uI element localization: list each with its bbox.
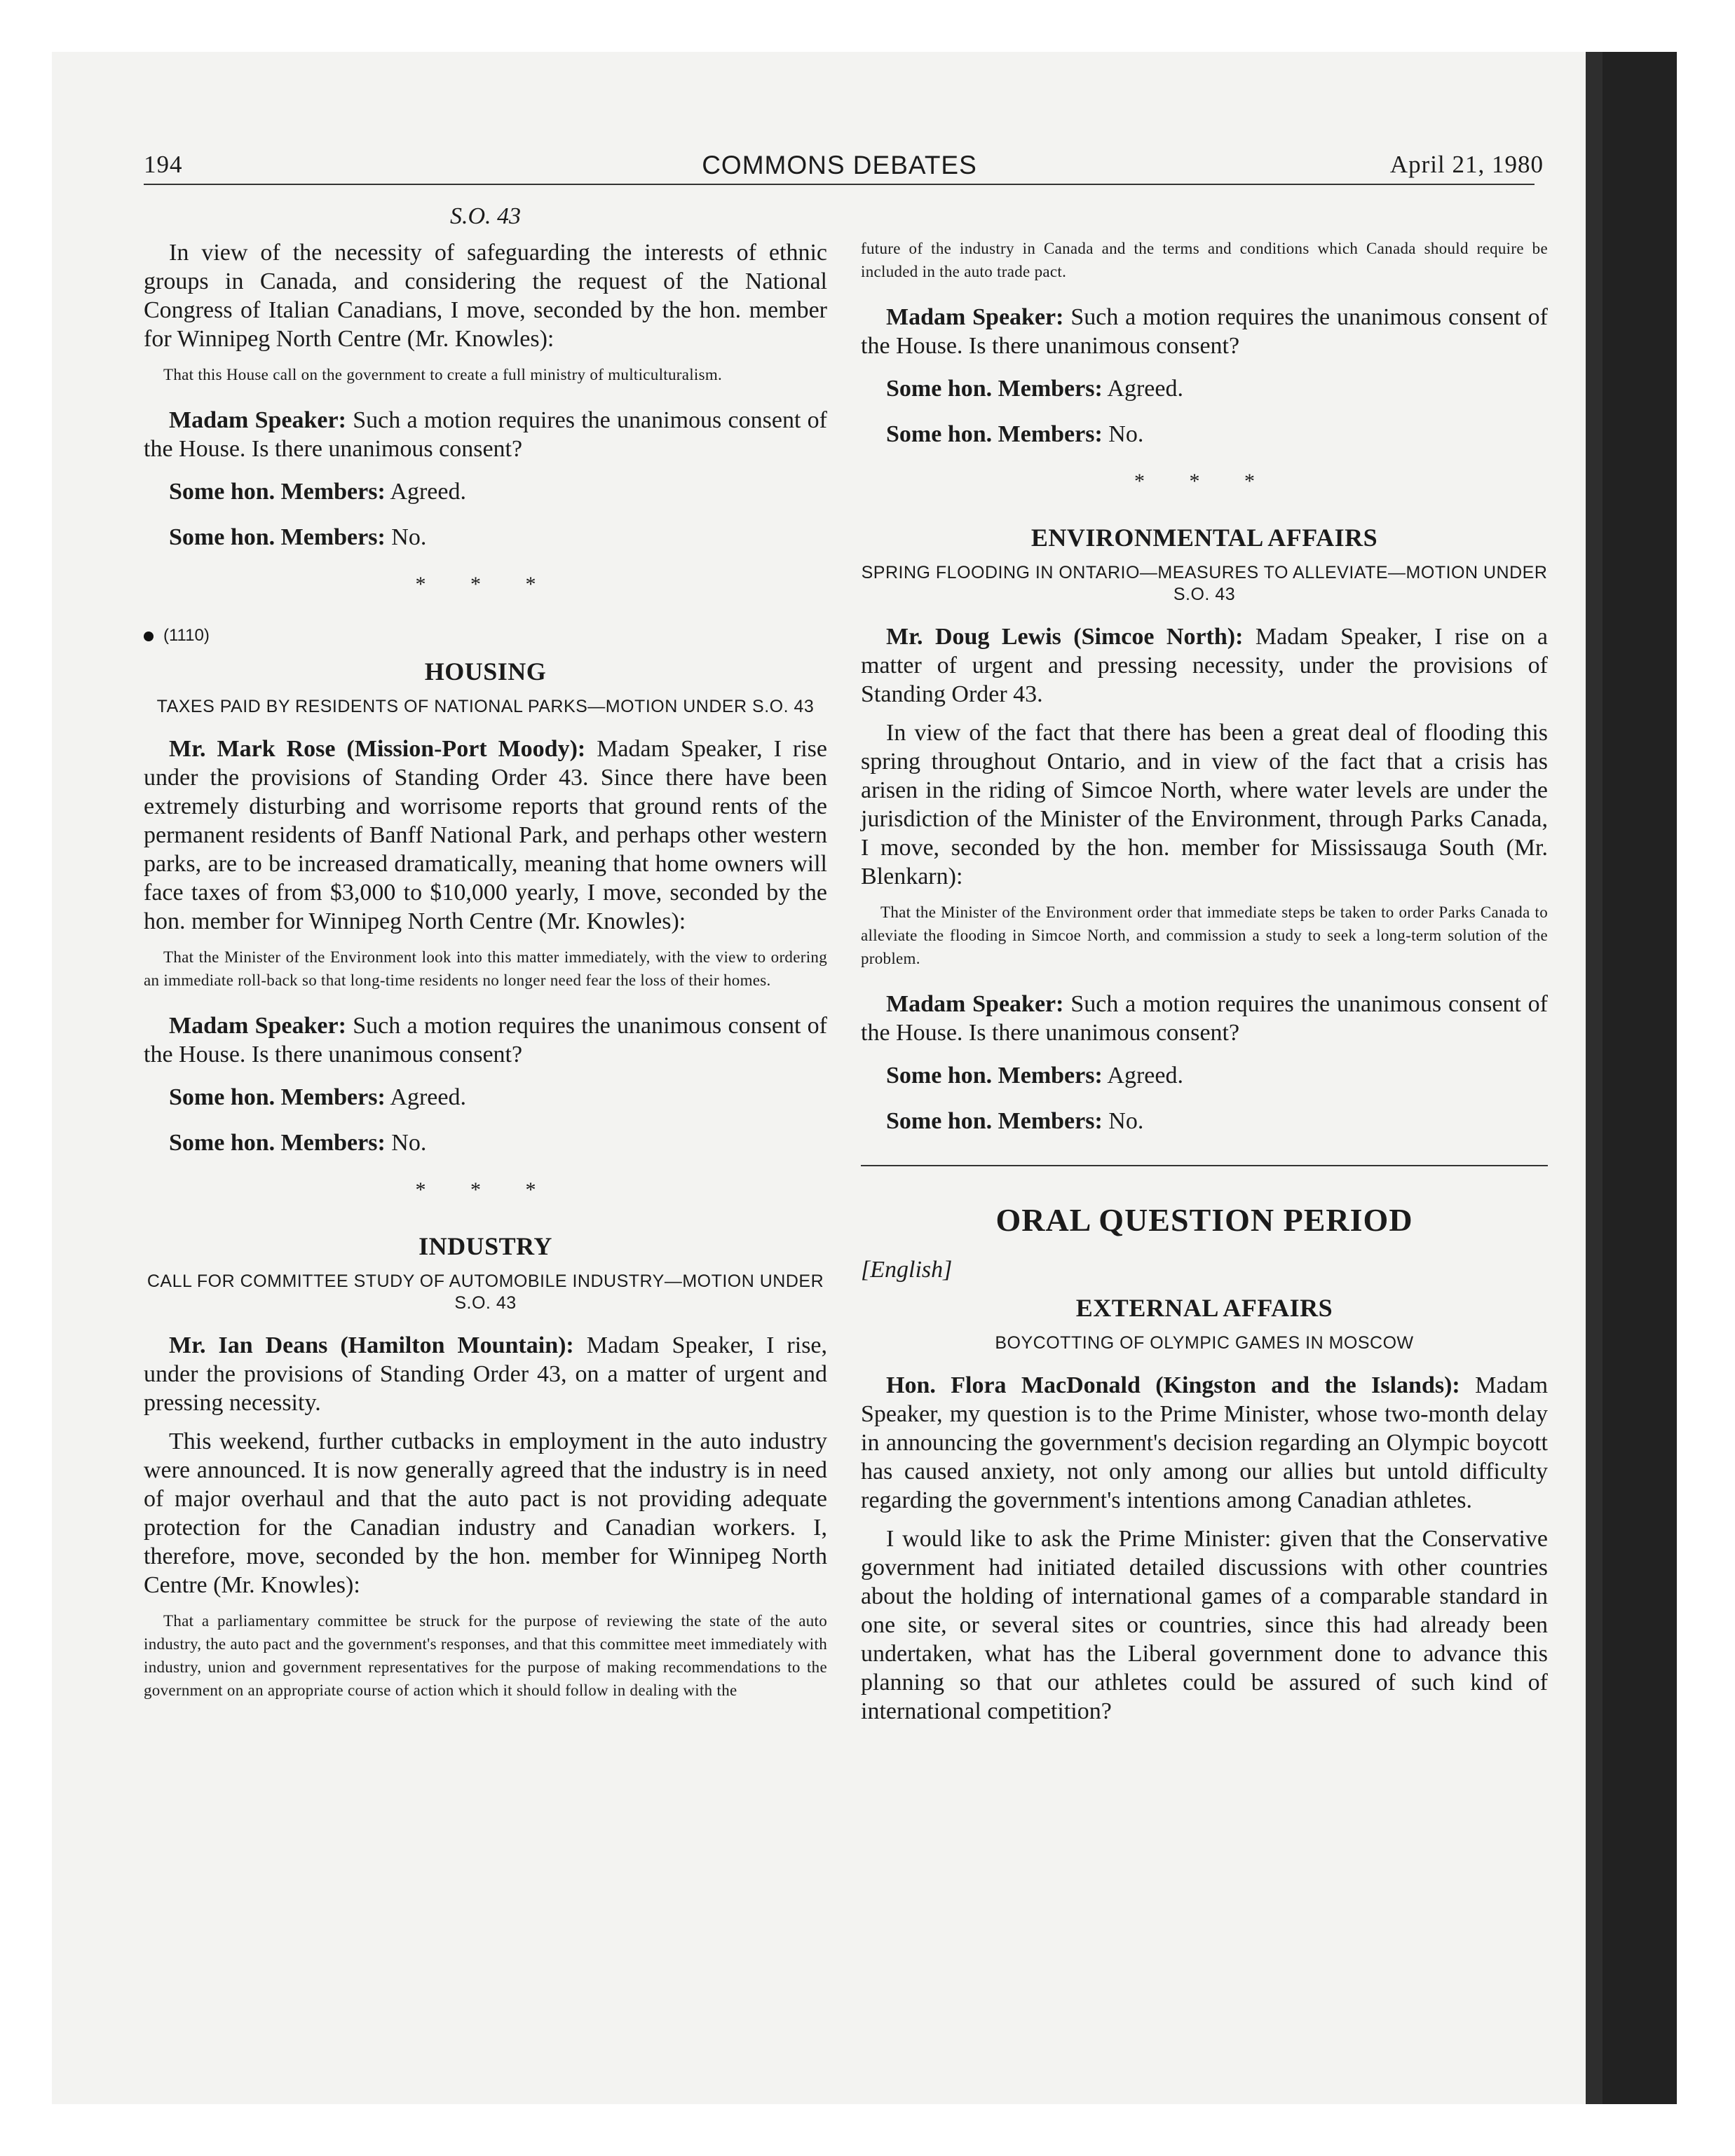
response-speaker: Some hon. Members: [886, 421, 1103, 447]
speaker-name: Hon. Flora MacDonald (Kingston and the Islands): [886, 1372, 1460, 1398]
right-column [861, 237, 1548, 1735]
response-speaker: Some hon. Members: [169, 1084, 386, 1110]
response-text: No. [391, 1130, 427, 1156]
response-no [886, 1107, 1548, 1135]
section-subhead-housing: TAXES PAID BY RESIDENTS OF NATIONAL PARKS—MOTION UNDER S.O. 43 [156, 697, 815, 716]
response-text: Agreed. [390, 1084, 466, 1110]
bullet-icon [144, 632, 154, 641]
left-column [144, 203, 827, 1721]
speaker-name: Madam Speaker: [886, 304, 1064, 330]
speaker-name: Mr. Ian Deans (Hamilton Mountain): [169, 1332, 574, 1358]
speaker-name: Madam Speaker: [169, 407, 346, 433]
section-heading-housing: HOUSING [424, 657, 547, 685]
speech-text: Madam Speaker, I rise under the provisions of Standing Order 43. Since there have been extremely disturbing and worrisome reports that ground rents of the permanent residents of Banff National Park, and perhaps other western parks, are to be increased dramatically, meaning that home owners will face taxes of from $3,000 to $10,000 yearly, I move, seconded by the hon. member for Winnipeg North Centre (Mr. Knowles): [144, 736, 827, 934]
response-no [169, 1128, 827, 1157]
section-subhead-environment: SPRING FLOODING IN ONTARIO—MEASURES TO ALLEVIATE—MOTION UNDER S.O. 43 [861, 563, 1548, 604]
response-text: No. [391, 524, 427, 550]
section-heading-industry: INDUSTRY [419, 1232, 552, 1260]
industry-paragraph: This weekend, further cutbacks in employment in the auto industry were announced. It is now generally agreed that the industry is in need of major overhaul and that the auto pact is not providing adequate protection for the Canadian industry and Canadian workers. I, therefore, move, seconded by the hon. member for Winnipeg North Centre (Mr. Knowles): [144, 1428, 827, 1598]
section-heading-external-affairs: EXTERNAL AFFAIRS [1075, 1294, 1333, 1322]
oral-question-period-title: ORAL QUESTION PERIOD [995, 1202, 1413, 1238]
environment-motion: That the Minister of the Environment order that immediate steps be taken to order Parks Canada to alleviate the flooding in Simcoe North, and commission a study to seek a long-term solution of the problem. [861, 903, 1548, 967]
language-marker: [English] [861, 1257, 953, 1283]
speaker-name: Madam Speaker: [169, 1013, 346, 1039]
so43-label: S.O. 43 [449, 203, 522, 229]
speaker-text: Such a motion requires the unanimous consent of the House. Is there unanimous consent? [861, 991, 1549, 1046]
section-separator-stars: * * * [415, 1178, 556, 1201]
response-text: Agreed. [390, 479, 466, 505]
ethnic-speaker-paragraph [144, 406, 827, 463]
housing-speech [144, 735, 827, 936]
oqp-question [861, 1371, 1548, 1515]
environment-chair [861, 990, 1548, 1047]
speaker-name: Madam Speaker: [886, 991, 1064, 1017]
speaker-name: Mr. Mark Rose (Mission-Port Moody): [169, 736, 586, 762]
speaker-name: Mr. Doug Lewis (Simcoe North): [886, 624, 1244, 650]
speaker-text: Such a motion requires the unanimous consent of the House. Is there unanimous consent? [144, 407, 827, 462]
scanned-page-edge [1586, 52, 1677, 2104]
page-number: 194 [144, 151, 183, 178]
section-separator-stars: * * * [415, 573, 556, 596]
response-text: No. [1108, 1108, 1144, 1134]
response-agreed [169, 477, 827, 506]
time-marker-text: (1110) [163, 626, 210, 645]
publication-date: April 21, 1980 [1389, 151, 1544, 178]
industry-speech [144, 1331, 827, 1417]
response-agreed [886, 374, 1548, 403]
response-text: Agreed. [1107, 1063, 1183, 1089]
section-subhead-industry: CALL FOR COMMITTEE STUDY OF AUTOMOBILE INDUSTRY—MOTION UNDER S.O. 43 [147, 1271, 824, 1313]
speaker-text: Such a motion requires the unanimous consent of the House. Is there unanimous consent? [144, 1013, 827, 1067]
ethnic-motion: That this House call on the government to create a full ministry of multiculturalism. [163, 366, 723, 383]
response-agreed [886, 1061, 1548, 1090]
publication-title: COMMONS DEBATES [702, 151, 977, 179]
response-no [886, 420, 1548, 449]
section-subhead-olympics: BOYCOTTING OF OLYMPIC GAMES IN MOSCOW [995, 1333, 1414, 1353]
response-speaker: Some hon. Members: [886, 376, 1103, 402]
environment-speech [861, 622, 1548, 709]
housing-chair [144, 1011, 827, 1069]
speech-text: Madam Speaker, I rise, under the provisions of Standing Order 43, on a matter of urgent and pressing necessity. [144, 1332, 828, 1416]
industry-motion-continued: future of the industry in Canada and the terms and conditions which Canada should require be included in the auto trade pact. [861, 240, 1548, 280]
response-text: No. [1108, 421, 1144, 447]
section-separator-stars: * * * [1134, 470, 1274, 493]
header-rule [144, 184, 1535, 185]
response-speaker: Some hon. Members: [169, 1130, 386, 1156]
oqp-paragraph: I would like to ask the Prime Minister: given that the Conservative government had initiated detailed discussions with other countries about the holding of international games of a comparable standard in one site, or several sites or countries, since this had already been undertaken, what has the Liberal government done to advance this planning so that our athletes could be assured of such kind of international competition? [861, 1526, 1548, 1724]
ethnic-intro: In view of the necessity of safeguarding the interests of ethnic groups in Canada, and considering the request of the National Congress of Italian Canadians, I move, seconded by the hon. member for Winnipeg North Centre (Mr. Knowles): [144, 240, 827, 352]
speech-text: Madam Speaker, my question is to the Prime Minister, whose two-month delay in announcing the government's decision regarding an Olympic boycott has caused anxiety, not only among our allies but untold difficulty regarding the government's intentions among Canadian athletes. [861, 1372, 1549, 1513]
response-speaker: Some hon. Members: [169, 479, 386, 505]
industry-chair [861, 303, 1548, 360]
time-marker [144, 626, 827, 646]
housing-motion: That the Minister of the Environment look into this matter immediately, with the view to ordering an immediate roll-back so that long-time residents no longer need fear the loss of their homes. [144, 948, 827, 989]
response-text: Agreed. [1107, 376, 1183, 402]
section-heading-environment: ENVIRONMENTAL AFFAIRS [1030, 524, 1378, 552]
environment-paragraph: In view of the fact that there has been a great deal of flooding this spring throughout Ontario, and in view of the fact that a crisis has arisen in the riding of Simcoe North, where water levels are under the jurisdiction of the Minister of the Environment, through Parks Canada, I move, seconded by the hon. member for Mississauga South (Mr. Blenkarn): [861, 720, 1548, 889]
response-no [169, 523, 827, 552]
industry-motion: That a parliamentary committee be struck for the purpose of reviewing the state of the auto industry, the auto pact and the government's responses, and that this committee meet immediately with industry, union and government representatives for the purpose of making recommendations to the government on an appropriate course of action which it should follow in dealing with the [144, 1612, 827, 1699]
section-divider [861, 1165, 1548, 1166]
response-speaker: Some hon. Members: [169, 524, 386, 550]
speaker-text: Such a motion requires the unanimous consent of the House. Is there unanimous consent? [861, 304, 1549, 359]
response-agreed [169, 1083, 827, 1112]
response-speaker: Some hon. Members: [886, 1108, 1103, 1134]
response-speaker: Some hon. Members: [886, 1063, 1103, 1089]
speech-text: Madam Speaker, I rise on a matter of urgent and pressing necessity, under the provisions of Standing Order 43. [861, 624, 1549, 707]
